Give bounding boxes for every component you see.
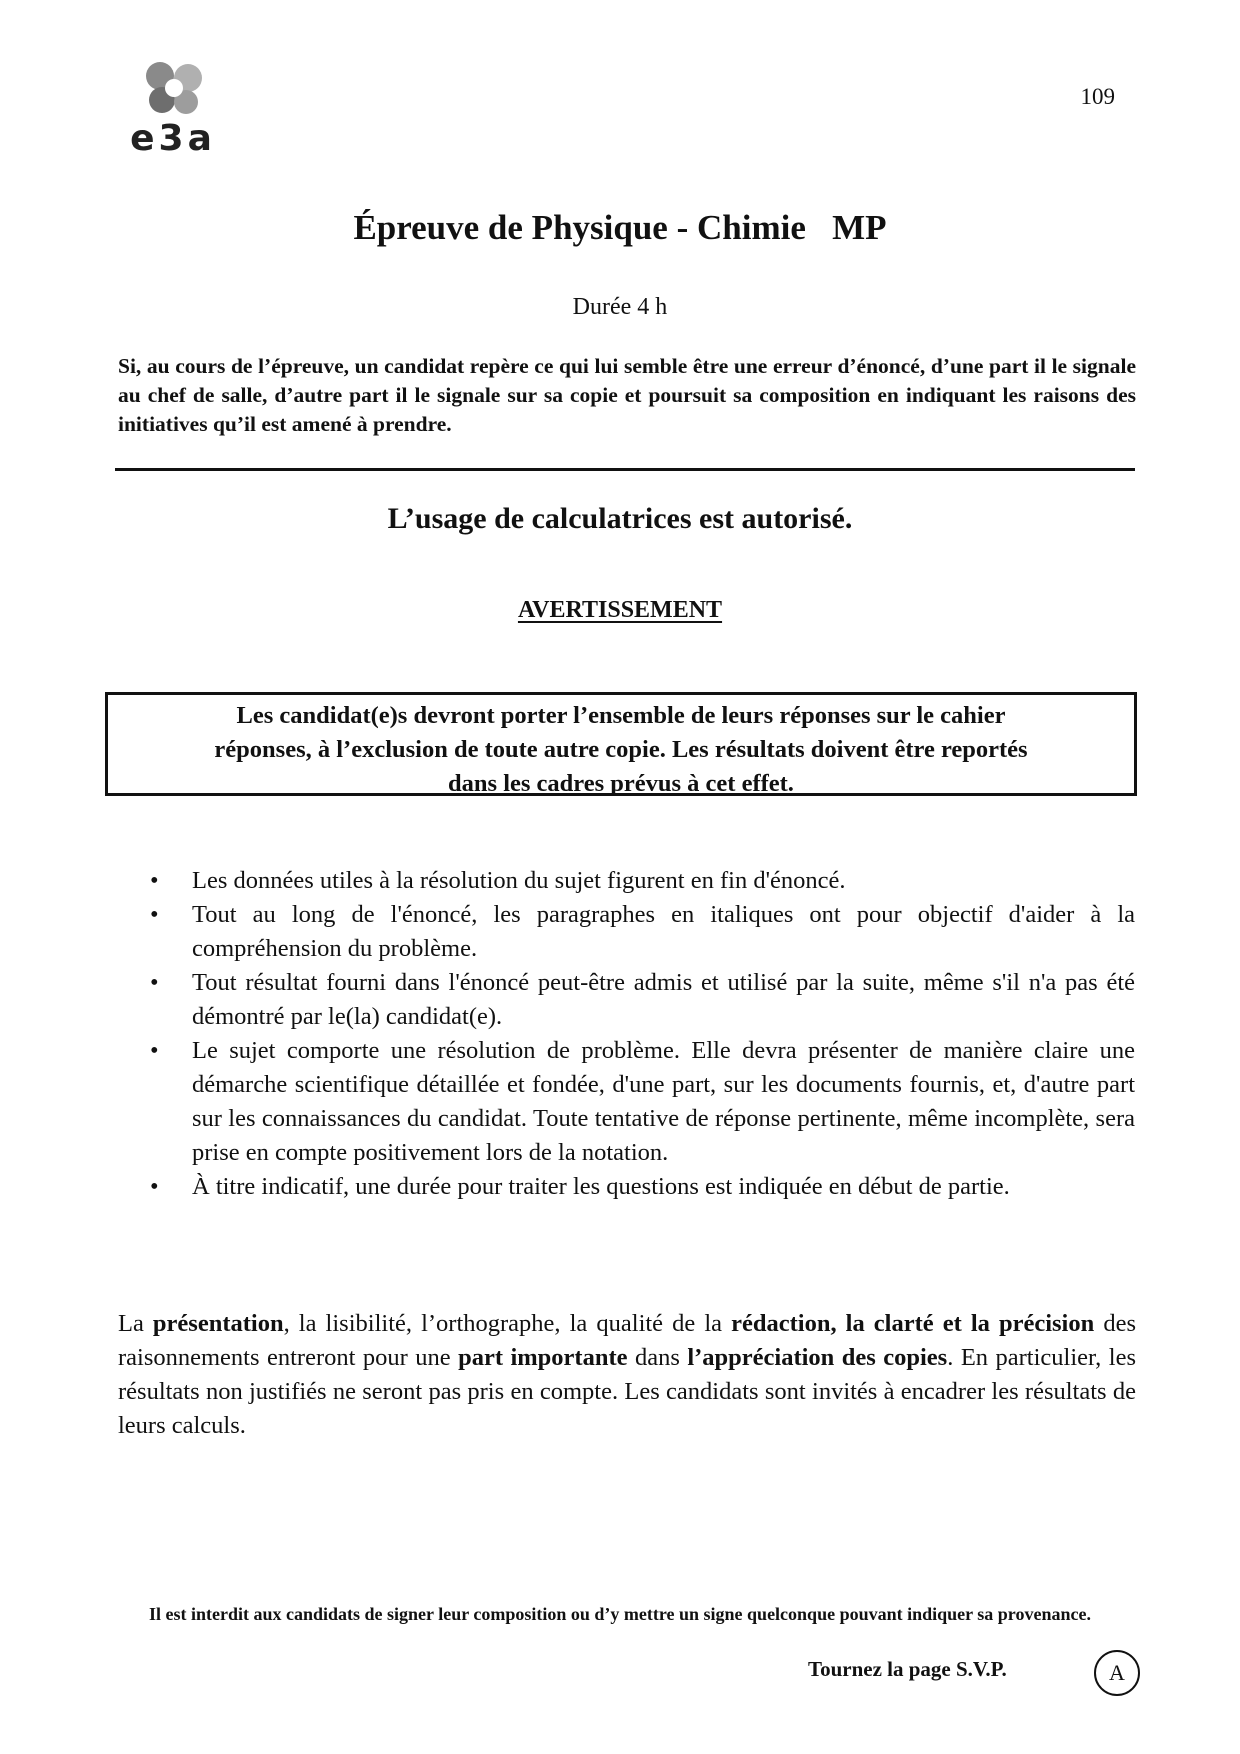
signature-warning: Il est interdit aux candidats de signer leur composition ou d’y mettre un signe quelconque pouvant indiquer sa provenance. [149, 1604, 1091, 1624]
bullet-icon: • [150, 1037, 159, 1064]
list-item: • Tout résultat fourni dans l'énoncé peut-être admis et utilisé par la suite, même s'il n'a pas été démontré par le(la) candidat(e). [150, 966, 1135, 1034]
e3a-logo [118, 56, 228, 159]
error-notice: Si, au cours de l’épreuve, un candidat repère ce qui lui semble être une erreur d’énoncé, d’une part il le signale au chef de salle, d’autre part il le signale sur sa copie et poursuit sa composition en indiquant les raisons des initiatives qu’il est amené à prendre. [118, 354, 1136, 436]
logo-text: e3a [130, 118, 216, 159]
bullet-icon: • [150, 1173, 159, 1200]
list-item: • À titre indicatif, une durée pour traiter les questions est indiquée en début de partie. [150, 1170, 1135, 1204]
box-line: Les candidat(e)s devront porter l’ensemble de leurs réponses sur le cahier [236, 702, 1006, 729]
box-line: réponses, à l’exclusion de toute autre copie. Les résultats doivent être reportés [214, 736, 1028, 763]
bullet-icon: • [150, 901, 159, 928]
bullet-icon: • [150, 867, 159, 894]
box-line: dans les cadres prévus à cet effet. [448, 770, 794, 797]
version-badge: A [1094, 1650, 1140, 1696]
logo-emblem-icon [118, 56, 228, 118]
turn-page-label: Tournez la page S.V.P. [808, 1657, 1007, 1681]
calculator-notice: L’usage de calculatrices est autorisé. [387, 502, 853, 535]
exam-title: Épreuve de Physique - Chimie MP [353, 208, 887, 247]
list-item: • Le sujet comporte une résolution de problème. Elle devra présenter de manière claire une démarche scientifique détaillée et fondée, d'une part, sur les documents fournis, et, d'autre part sur les connaissances du candidat. Toute tentative de réponse pertinente, même incomplète, sera prise en compte positivement lors de la notation. [150, 1034, 1135, 1170]
exam-duration: Durée 4 h [572, 294, 668, 320]
bullet-icon: • [150, 969, 159, 996]
divider-line [115, 468, 1135, 471]
presentation-paragraph: La présentation, la lisibilité, l’orthographe, la qualité de la rédaction, la clarté et la précision des raisonnements entreront pour une part importante dans l’appréciation des copies. En particulier, les résultats non justifiés ne seront pas pris en compte. Les candidats sont invités à encadrer les résultats de leurs calculs. [118, 1310, 1136, 1439]
list-item: • Les données utiles à la résolution du sujet figurent en fin d'énoncé. [150, 864, 1135, 898]
page-number: 109 [1080, 84, 1115, 109]
instructions-list [150, 864, 1135, 1204]
warning-heading: AVERTISSEMENT [517, 597, 723, 623]
answer-instructions-box [105, 692, 1137, 796]
list-item: • Tout au long de l'énoncé, les paragraphes en italiques ont pour objectif d'aider à la compréhension du problème. [150, 898, 1135, 966]
